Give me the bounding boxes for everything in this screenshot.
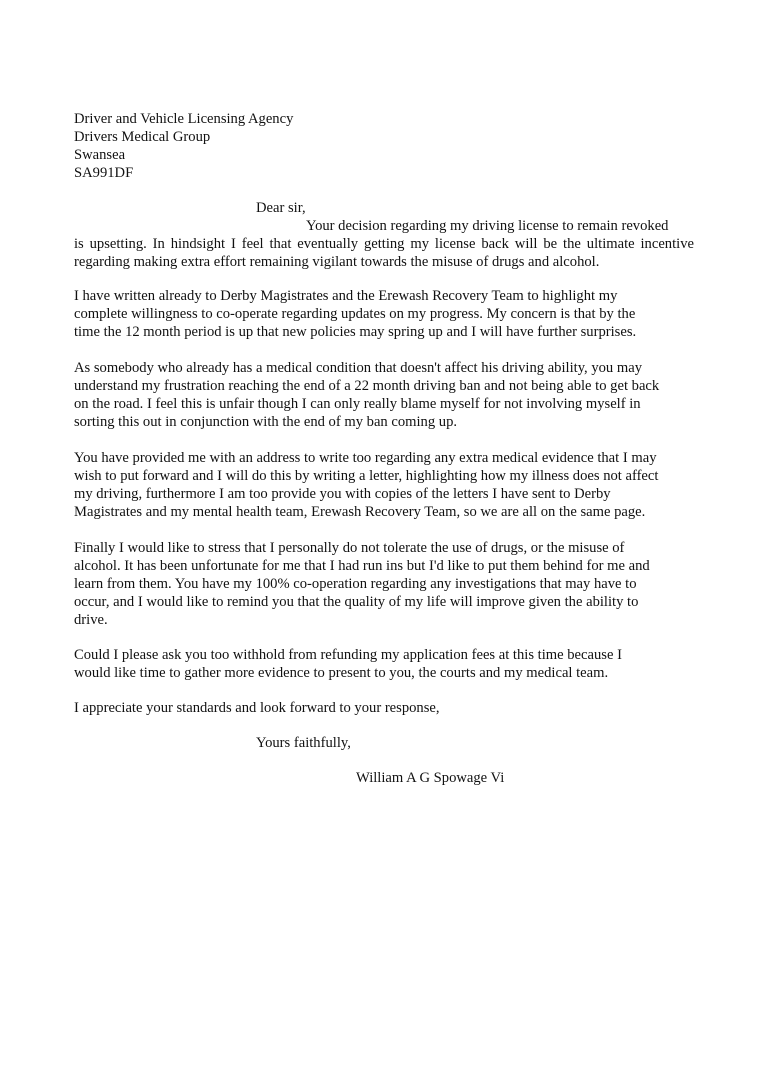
paragraph-5-line-5: drive. xyxy=(74,612,108,628)
recipient-line-2: Drivers Medical Group xyxy=(74,129,211,145)
paragraph-7-line-1: I appreciate your standards and look forward to your response, xyxy=(74,700,440,716)
paragraph-5-line-3: learn from them. You have my 100% co-operation regarding any investigations that may have to xyxy=(74,576,637,592)
paragraph-5-line-4: occur, and I would like to remind you that the quality of my life will improve given the ability to xyxy=(74,594,639,610)
paragraph-4-line-3: my driving, furthermore I am too provide you with copies of the letters I have sent to Derby xyxy=(74,486,611,502)
paragraph-4-line-2: wish to put forward and I will do this by writing a letter, highlighting how my illness does not affect xyxy=(74,468,659,484)
paragraph-6-line-2: would like time to gather more evidence to present to you, the courts and my medical team. xyxy=(74,665,609,681)
paragraph-3-line-3: on the road. I feel this is unfair though I can only really blame myself for not involving myself in xyxy=(74,396,641,412)
paragraph-3-line-2: understand my frustration reaching the end of a 22 month driving ban and not being able to get back xyxy=(74,378,660,394)
closing: Yours faithfully, xyxy=(256,735,351,751)
paragraph-1-line-3: regarding making extra effort remaining vigilant towards the misuse of drugs and alcohol. xyxy=(74,254,600,270)
salutation: Dear sir, xyxy=(256,200,306,216)
paragraph-4-line-4: Magistrates and my mental health team, Erewash Recovery Team, so we are all on the same page. xyxy=(74,504,646,520)
recipient-line-3: Swansea xyxy=(74,147,126,163)
recipient-postcode: SA991DF xyxy=(74,165,134,181)
paragraph-3-line-1: As somebody who already has a medical condition that doesn't affect his driving ability, you may xyxy=(74,360,643,376)
paragraph-4-line-1: You have provided me with an address to write too regarding any extra medical evidence that I may xyxy=(74,450,657,466)
paragraph-2-line-2: complete willingness to co-operate regarding updates on my progress. My concern is that by the xyxy=(74,306,636,322)
signature-name: William A G Spowage Vi xyxy=(356,770,505,786)
recipient-line-1: Driver and Vehicle Licensing Agency xyxy=(74,111,294,127)
paragraph-5-line-2: alcohol. It has been unfortunate for me that I had run ins but I'd like to put them behind for me and xyxy=(74,558,650,574)
paragraph-2-line-3: time the 12 month period is up that new policies may spring up and I will have further surprises. xyxy=(74,324,637,340)
paragraph-5-line-1: Finally I would like to stress that I personally do not tolerate the use of drugs, or the misuse of xyxy=(74,540,625,556)
paragraph-3-line-4: sorting this out in conjunction with the end of my ban coming up. xyxy=(74,414,458,430)
paragraph-1-line-1: Your decision regarding my driving license to remain revoked xyxy=(306,218,669,234)
paragraph-1-line-2: is upsetting. In hindsight I feel that eventually getting my license back will be the ultimate incentive xyxy=(74,236,694,252)
paragraph-2-line-1: I have written already to Derby Magistrates and the Erewash Recovery Team to highlight my xyxy=(74,288,618,304)
paragraph-6-line-1: Could I please ask you too withhold from refunding my application fees at this time because I xyxy=(74,647,622,663)
